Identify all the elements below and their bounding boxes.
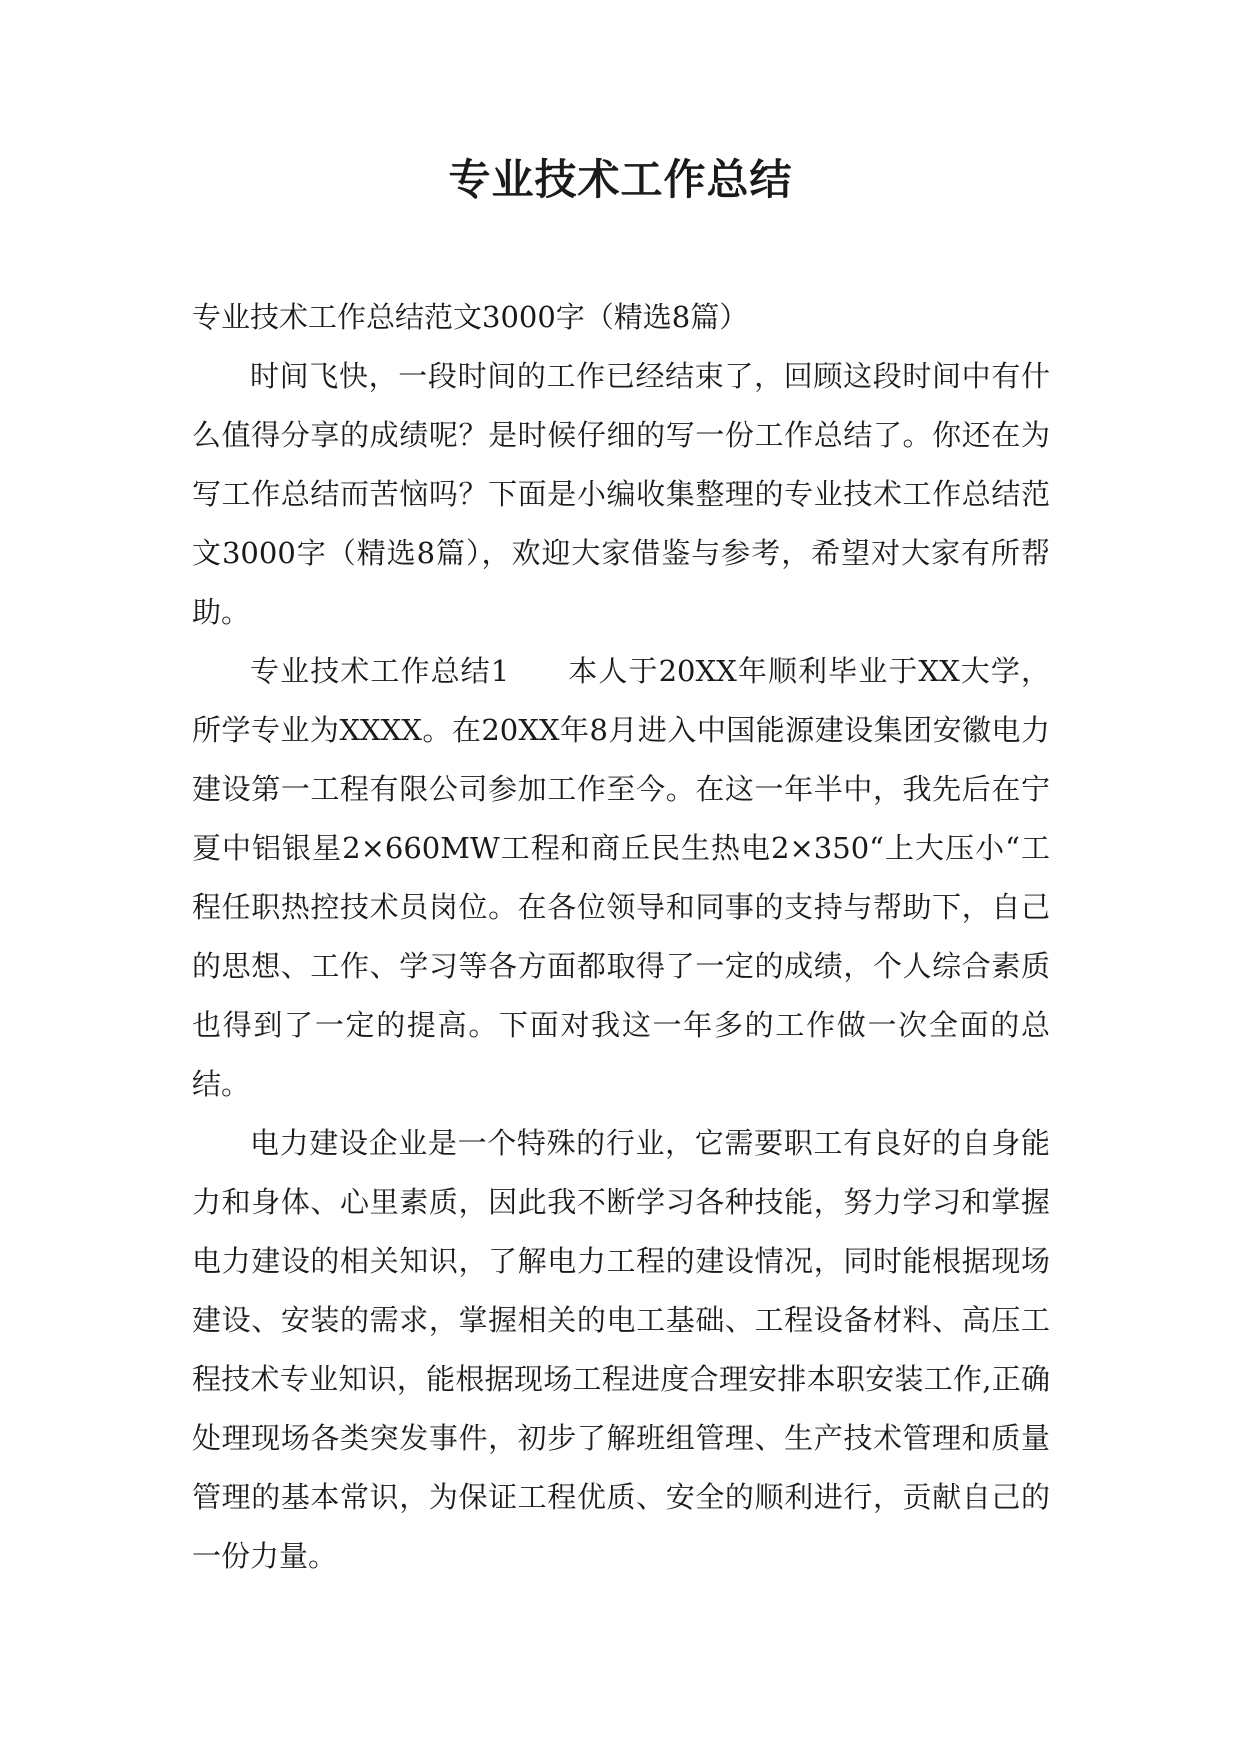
section-1-paragraph bbox=[192, 642, 1050, 1114]
document-body bbox=[192, 288, 1050, 1586]
intro-paragraph: 时间飞快，一段时间的工作已经结束了，回顾这段时间中有什么值得分享的成绩呢？是时候仔细的写一份工作总结了。你还在为写工作总结而苦恼吗？下面是小编收集整理的专业技术工作总结范文3000字（精选8篇），欢迎大家借鉴与参考，希望对大家有所帮助。 bbox=[192, 359, 1050, 629]
document-subtitle: 专业技术工作总结范文3000字（精选8篇） bbox=[192, 300, 749, 334]
paragraph-3: 电力建设企业是一个特殊的行业，它需要职工有良好的自身能力和身体、心里素质，因此我不断学习各种技能，努力学习和掌握电力建设的相关知识，了解电力工程的建设情况，同时能根据现场建设、安装的需求，掌握相关的电工基础、工程设备材料、高压工程技术专业知识，能根据现场工程进度合理安排本职安装工作,正确处理现场各类突发事件，初步了解班组管理、生产技术管理和质量管理的基本常识，为保证工程优质、安全的顺利进行，贡献自己的一份力量。 bbox=[192, 1126, 1050, 1573]
section-1-heading: 专业技术工作总结1 bbox=[250, 654, 510, 688]
document-title: 专业技术工作总结 bbox=[448, 155, 793, 204]
section-1-body: 本人于20XX年顺利毕业于XX大学，所学专业为XXXX。在20XX年8月进入中国能源建设集团安徽电力建设第一工程有限公司参加工作至今。在这一年半中，我先后在宁夏中铝银星2×660MW工程和商丘民生热电2×350“上大压小“工程任职热控技术员岗位。在各位领导和同事的支持与帮助下，自己的思想、工作、学习等各方面都取得了一定的成绩，个人综合素质也得到了一定的提高。下面对我这一年多的工作做一次全面的总结。 bbox=[192, 654, 1050, 1101]
